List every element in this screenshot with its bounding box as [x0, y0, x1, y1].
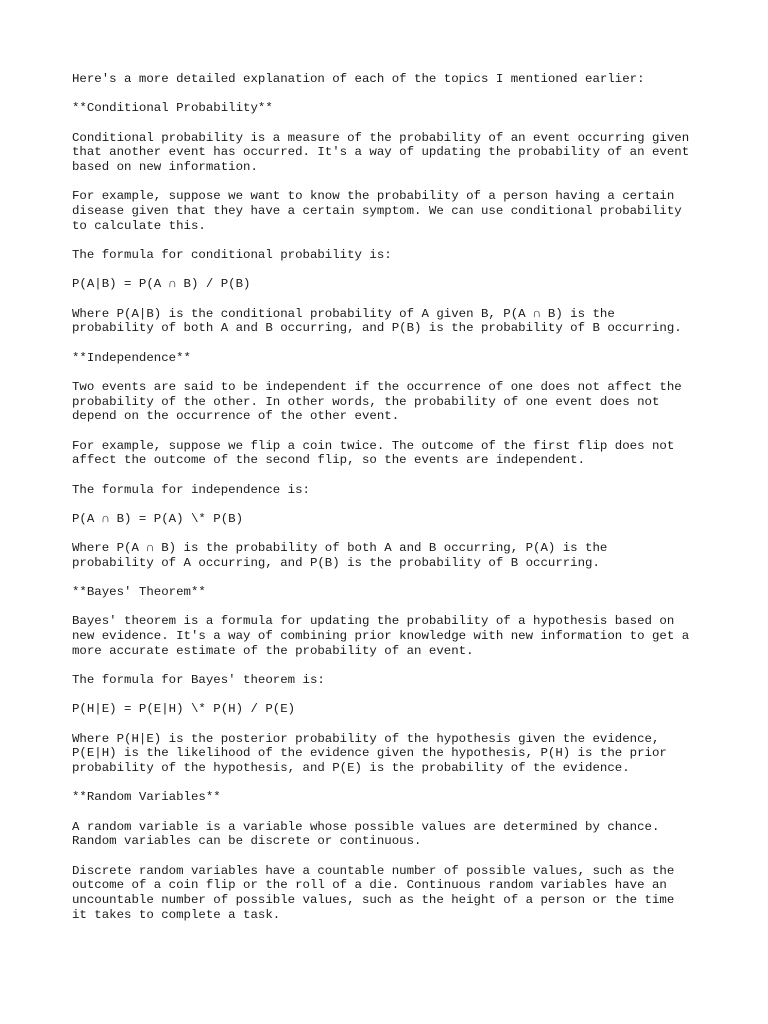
- conditional-probability-example: For example, suppose we want to know the probability of a person having a certain disease given that they have a certain symptom. We can use conditional probability to calculate this.: [72, 189, 682, 233]
- intro-paragraph: Here's a more detailed explanation of each of the topics I mentioned earlier:: [72, 72, 645, 86]
- bayes-theorem-definition: Bayes' theorem is a formula for updating the probability of a hypothesis based on new evidence. It's a way of combining prior knowledge with new information to get a more accurate estimate of the probability of an event.: [72, 614, 690, 658]
- independence-definition: Two events are said to be independent if the occurrence of one does not affect the probability of the other. In other words, the probability of one event does not depend on the occurrence of the other event.: [72, 379, 682, 424]
- random-variables-definition: A random variable is a variable whose possible values are determined by chance. Random variables can be discrete or continuous.: [72, 819, 660, 849]
- bayes-theorem-formula: P(H|E) = P(E|H) \* P(H) / P(E): [72, 702, 296, 717]
- conditional-probability-definition: Conditional probability is a measure of the probability of an event occurring given that another event has occurred. It's a way of updating the probability of an event based on new information.: [72, 130, 690, 174]
- independence-formula-intro: The formula for independence is:: [72, 482, 310, 497]
- independence-example: For example, suppose we flip a coin twice. The outcome of the first flip does not affect the outcome of the second flip, so the events are independent.: [72, 438, 675, 468]
- section-heading-independence: **Independence**: [72, 350, 191, 365]
- document-page: [72, 72, 712, 937]
- independence-formula: P(A ∩ B) = P(A) \* P(B): [72, 511, 244, 526]
- conditional-probability-formula: P(A|B) = P(A ∩ B) / P(B): [72, 277, 251, 292]
- section-heading-conditional-probability: **Conditional Probability**: [72, 101, 273, 116]
- section-heading-random-variables: **Random Variables**: [72, 790, 221, 805]
- random-variables-types: Discrete random variables have a countable number of possible values, such as the outcome of a coin flip or the roll of a die. Continuous random variables have an uncountable number of possible values, such as the height of a person or the time it takes to complete a task.: [72, 863, 675, 922]
- bayes-theorem-formula-intro: The formula for Bayes' theorem is:: [72, 673, 325, 688]
- conditional-probability-formula-explanation: Where P(A|B) is the conditional probability of A given B, P(A ∩ B) is the probability of both A and B occurring, and P(B) is the probability of B occurring.: [72, 306, 682, 336]
- conditional-probability-formula-intro: The formula for conditional probability is:: [72, 248, 392, 262]
- bayes-theorem-formula-explanation: Where P(H|E) is the posterior probability of the hypothesis given the evidence, P(E|H) is the likelihood of the evidence given the hypothesis, P(H) is the prior probability of the hypothesis, and P(E) is the probability of the evidence.: [72, 731, 667, 776]
- independence-formula-explanation: Where P(A ∩ B) is the probability of both A and B occurring, P(A) is the probability of A occurring, and P(B) is the probability of B occurring.: [72, 541, 608, 570]
- section-heading-bayes-theorem: **Bayes' Theorem**: [72, 585, 206, 600]
